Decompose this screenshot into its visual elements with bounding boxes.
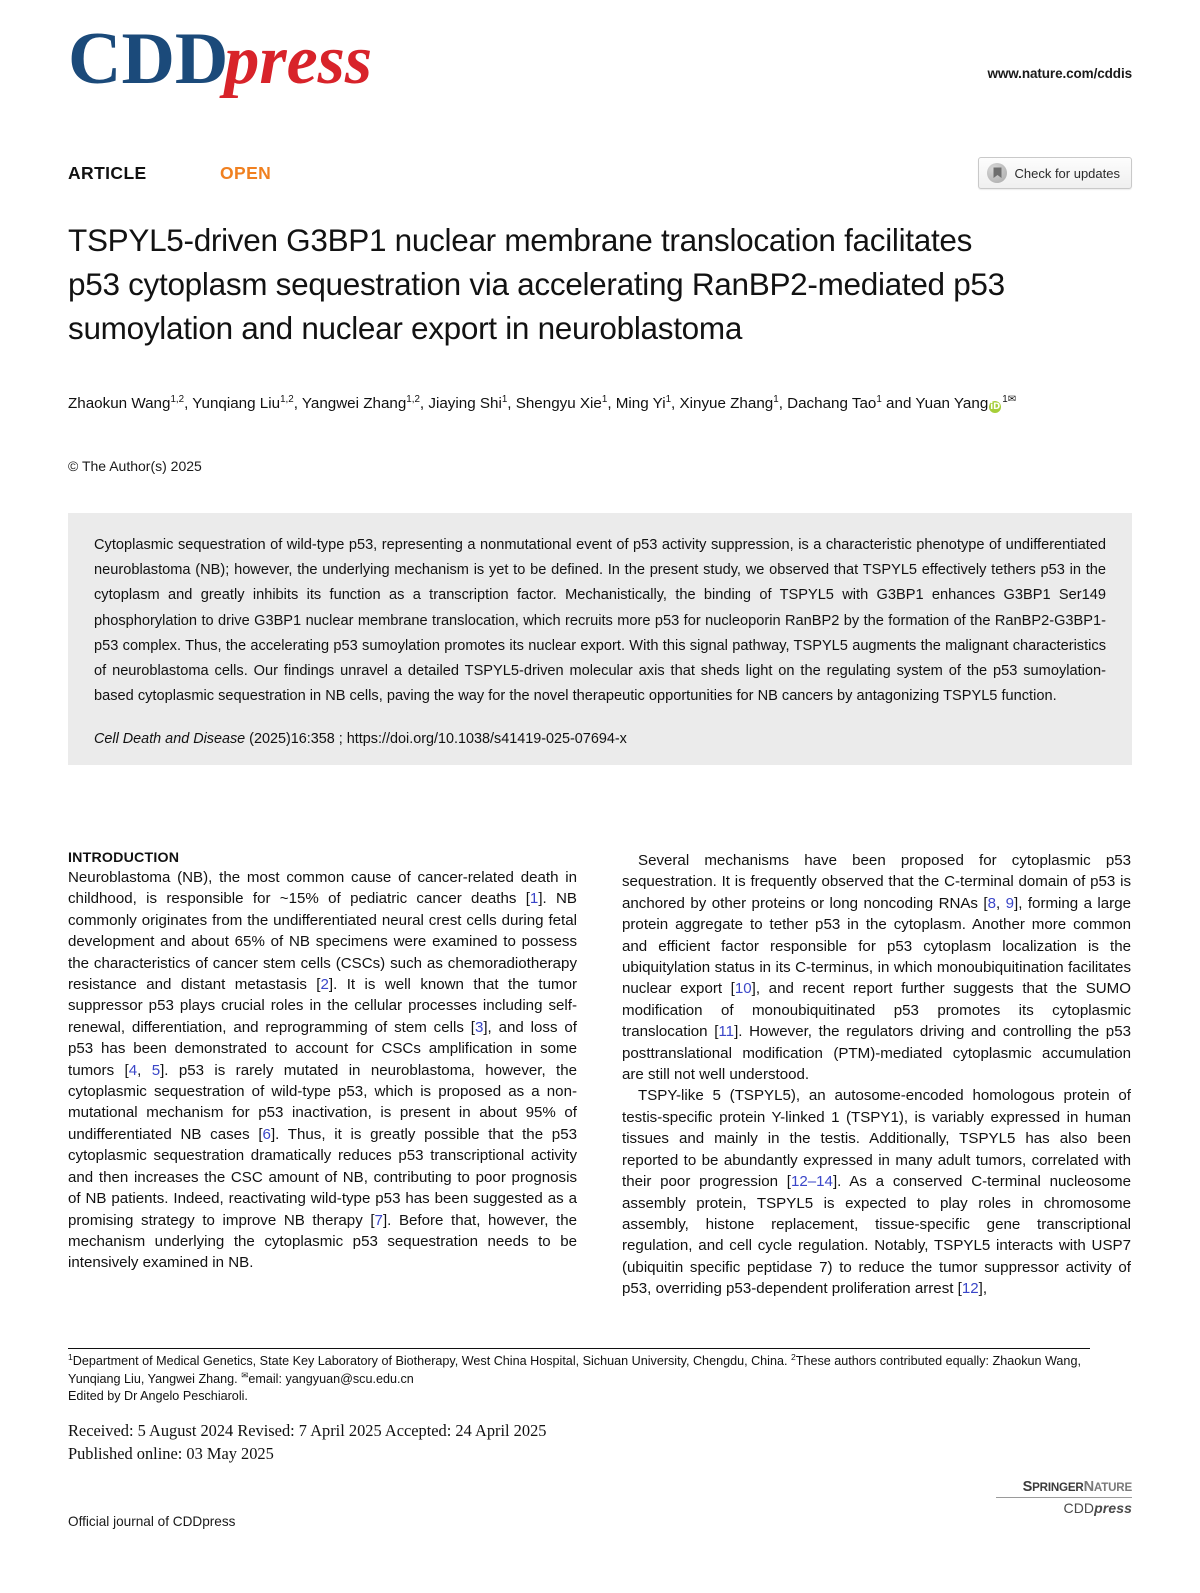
- page-title: TSPYL5-driven G3BP1 nuclear membrane translocation facilitates p53 cytoplasm sequestration via accelerating RanBP2-mediated p53 sumoylation and nuclear export in neuroblastoma: [68, 222, 1005, 347]
- column-right: [622, 850, 1131, 1300]
- column-left: [68, 850, 577, 1300]
- citation-ref[interactable]: 9: [1005, 894, 1015, 912]
- cdd-text: CDD: [1063, 1500, 1095, 1516]
- author-name[interactable]: Zhaokun Wang: [68, 395, 171, 412]
- citation-ref[interactable]: 5: [151, 1061, 161, 1079]
- logo-cdd-text: CDD: [68, 18, 229, 100]
- masthead: [68, 18, 1132, 112]
- cddpress-footer-mark: [932, 1500, 1132, 1516]
- paragraph-intro-2: Several mechanisms have been proposed for cytoplasmic p53 sequestration. It is frequently observed that the C-terminal domain of p53 is anchored by other proteins or long noncoding RNAs [8, 9], forming a large protein aggregate to tether p53 in the cytoplasm. Another more common and efficient factor responsible for p53 cytoplasm localization is the ubiquitylation status in its C-terminus, in which monoubiquitination facilitates nuclear export [10], and recent report further suggests that the SUMO modification of monoubiquitinated p53 promotes its cytoplasmic translocation [11]. However, the regulators driving and controlling the p53 posttranslational modification (PTM)-mediated cytoplasmic accumulation are still not well understood.: [622, 852, 1131, 1084]
- springer-rest: PRINGER: [1032, 1481, 1084, 1494]
- citation-ref[interactable]: 12–14: [790, 1173, 833, 1191]
- author-affiliation-marker: 1: [1002, 393, 1008, 405]
- journal-url[interactable]: www.nature.com/cddis: [987, 66, 1132, 81]
- email-envelope-icon: ✉: [241, 1369, 249, 1380]
- abstract-box: [68, 513, 1132, 765]
- orcid-icon[interactable]: iD: [990, 402, 1001, 412]
- cdd-press-logo: [68, 18, 373, 100]
- author-affiliation-marker: 1: [876, 393, 882, 405]
- open-access-label: OPEN: [220, 163, 272, 183]
- springer-nature-wordmark: [932, 1479, 1132, 1495]
- author-affiliation-marker: 1,2: [170, 393, 185, 405]
- author-affiliation-marker: 1,2: [406, 393, 420, 405]
- citation-ref[interactable]: 12: [961, 1280, 979, 1298]
- citation-ref[interactable]: 10: [734, 980, 752, 998]
- author-affiliation-marker: 1: [665, 393, 672, 405]
- check-for-updates-label: Check for updates: [1014, 165, 1120, 181]
- received-revised-accepted: Received: 5 August 2024 Revised: 7 April 2025 Accepted: 24 April 2025: [68, 1421, 547, 1440]
- footnotes-block: [68, 1353, 1102, 1406]
- equal-contribution-text: These authors contributed equally: Zhaokun Wang, Yunqiang Liu, Yangwei Zhang.: [68, 1354, 1081, 1386]
- author-name[interactable]: Yuan Yang: [915, 395, 989, 412]
- press-text: press: [1094, 1500, 1132, 1516]
- author-list: Zhaokun Wang$^{1,2}$, Yunqiang Liu$^{1,2}$, Yangwei Zhang$^{1,2}$, Jiaying Shi$^1$, Shengyu Xie$^1$, Ming Yi$^1$, Xinyue Zhang$^1$, Dachang Tao$^1$ and Yuan Yang $iD^{1✉}$: [68, 393, 1016, 412]
- author-name[interactable]: Yangwei Zhang: [301, 395, 407, 412]
- official-journal-note: Official journal of CDDpress: [68, 1514, 236, 1529]
- citation-ref[interactable]: 8: [987, 894, 997, 912]
- springer-divider: [996, 1497, 1132, 1498]
- paragraph-intro-1: Neuroblastoma (NB), the most common cause of cancer-related death in childhood, is responsible for ~15% of pediatric cancer deaths [1]. NB commonly originates from the undifferentiated neural crest cells during fetal development and about 65% of NB specimens were examined to possess the characteristics of cancer stem cells (CSCs) such as chemoradiotherapy resistance and distant metastasis [2]. It is well known that the tumor suppressor p53 plays crucial roles in the cellular processes including self-renewal, differentiation, and reprogramming of stem cells [3], and loss of p53 has been demonstrated to account for CSCs amplification in some tumors [4, 5]. p53 is rarely mutated in neuroblastoma, however, the cytoplasmic sequestration of wild-type p53, which is proposed as a non-mutational mechanism for p53 inactivation, is present in about 95% of undifferentiated NB cases [6]. Thus, it is greatly possible that the p53 cytoplasmic sequestration dramatically reduces p53 transcriptional activity and then increases the CSC amount of NB, contributing to poor prognosis of NB patients. Indeed, reactivating wild-type p53 has been suggested as a promising strategy to improve NB therapy [7]. Before that, however, the mechanism underlying the cytoplasmic p53 sequestration needs to be intensively examined in NB.: [68, 869, 578, 1272]
- editor-line: Edited by Dr Angelo Peschiaroli.: [68, 1389, 248, 1403]
- corresponding-author-email-icon[interactable]: ✉: [1007, 393, 1016, 405]
- author-name[interactable]: Shengyu Xie: [515, 395, 602, 412]
- author-name[interactable]: Jiaying Shi: [428, 395, 502, 412]
- copyright-line: © The Author(s) 2025: [68, 458, 202, 474]
- paragraph-intro-3: TSPY-like 5 (TSPYL5), an autosome-encoded homologous protein of testis-specific protein Y-linked 1 (TSPY1), is variably expressed in human tissues and mainly in the testis. Additionally, TSPYL5 has also been reported to be abundantly expressed in many adult tumors, correlated with their poor progression [12–14]. As a conserved C-terminal nucleosome assembly protein, TSPYL5 is expected to play roles in chromosome assembly, histone replacement, tissue-specific gene transcriptional regulation, and cell cycle regulation. Notably, TSPYL5 interacts with USP7 (ubiquitin specific peptidase 7) to reduce the tumor suppressor activity of p53, overriding p53-dependent proliferation arrest [12],: [622, 1087, 1131, 1298]
- citation-ref[interactable]: 1: [529, 890, 539, 908]
- published-online: Published online: 03 May 2025: [68, 1444, 274, 1463]
- citation-ref[interactable]: 2: [320, 976, 329, 994]
- author-affiliation-marker: 1: [773, 393, 779, 405]
- citation-ref[interactable]: 4: [128, 1061, 138, 1079]
- author-affiliation-marker: 1,2: [280, 393, 294, 405]
- author-name[interactable]: Ming Yi: [615, 395, 666, 412]
- springer-s: S: [1022, 1479, 1033, 1495]
- author-affiliation-marker: 1: [601, 393, 608, 405]
- affiliation-text: Department of Medical Genetics, State Key Laboratory of Biotherapy, West China Hospital, Sichuan University, Chengdu, China.: [72, 1354, 788, 1368]
- affiliation-marker-2: 2: [791, 1351, 796, 1362]
- citation-ref[interactable]: 11: [718, 1023, 735, 1041]
- citation-ref[interactable]: 7: [374, 1211, 383, 1229]
- kicker-row: [68, 163, 1132, 193]
- check-for-updates-badge[interactable]: [978, 157, 1132, 189]
- body-columns: [68, 850, 1132, 1300]
- citation-ref[interactable]: 3: [474, 1018, 484, 1036]
- nature-rest: ATURE: [1093, 1481, 1132, 1494]
- logo-press-text: press: [224, 22, 373, 99]
- citation-ref[interactable]: 6: [262, 1125, 271, 1143]
- journal-name: Cell Death and Disease: [94, 731, 246, 748]
- corresponding-email[interactable]: email: yangyuan@scu.edu.cn: [248, 1371, 414, 1386]
- author-name[interactable]: Dachang Tao: [787, 395, 877, 412]
- crossmark-bookmark-icon: [987, 163, 1007, 183]
- author-name[interactable]: Xinyue Zhang: [679, 395, 774, 412]
- section-heading-introduction: INTRODUCTION: [68, 850, 180, 866]
- article-type-label: ARTICLE: [68, 163, 147, 183]
- author-affiliation-marker: 1: [501, 393, 508, 405]
- author-name[interactable]: Yunqiang Liu: [192, 395, 281, 412]
- publication-dates: [68, 1419, 546, 1465]
- springer-nature-logo: [932, 1479, 1132, 1516]
- footnote-divider: [68, 1348, 1090, 1349]
- citation-line: [94, 731, 1106, 747]
- nature-n: N: [1083, 1479, 1094, 1495]
- citation-details: (2025)16:358 ; https://doi.org/10.1038/s41419-025-07694-x: [245, 731, 627, 748]
- affiliation-marker-1: 1: [68, 1351, 73, 1362]
- abstract-text: Cytoplasmic sequestration of wild-type p53, representing a nonmutational event of p53 activity suppression, is a characteristic phenotype of undifferentiated neuroblastoma (NB); however, the underlying mechanism is yet to be defined. In the present study, we observed that TSPYL5 effectively tethers p53 in the cytoplasm and greatly inhibits its function as a transcription factor. Mechanistically, the binding of TSPYL5 with G3BP1 enhances G3BP1 Ser149 phosphorylation to drive G3BP1 nuclear membrane translocation, which recruits more p53 for nucleoporin RanBP2 by the formation of the RanBP2-G3BP1-p53 complex. Thus, the accelerating p53 sumoylation promotes its nuclear export. With this signal pathway, TSPYL5 augments the malignant characteristics of neuroblastoma cells. Our findings unravel a detailed TSPYL5-driven molecular axis that sheds light on the regulating system of the p53 sumoylation-based cytoplasmic sequestration in NB cells, paving the way for the novel therapeutic opportunities for NB cancers by antagonizing TSPYL5 function.: [94, 537, 1106, 705]
